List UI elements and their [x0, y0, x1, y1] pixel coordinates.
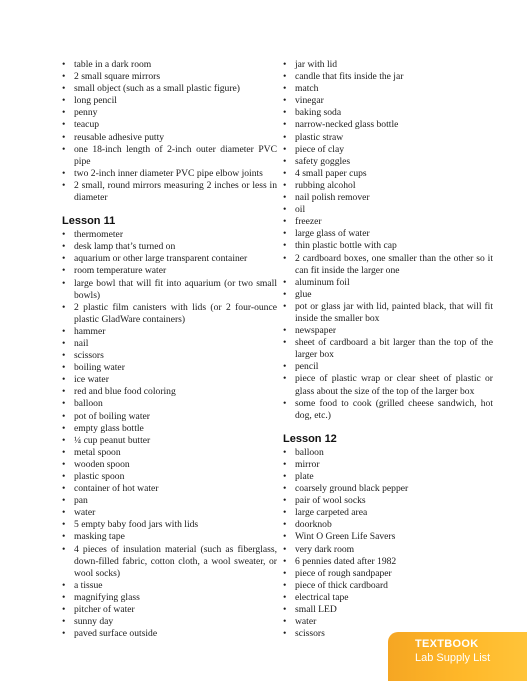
list-item: • piece of plastic wrap or clear sheet of plastic or glass about the size of the top of the larger box	[283, 373, 493, 397]
lesson-11-supply-list	[62, 229, 277, 640]
list-item: • piece of rough sandpaper	[283, 568, 493, 580]
list-item: • pot or glass jar with lid, painted black, that will fit inside the smaller box	[283, 301, 493, 325]
list-item: • freezer	[283, 216, 493, 228]
textbook-lab-supply-list-badge	[388, 632, 527, 681]
list-item: • pot of boiling water	[62, 411, 277, 423]
list-item: • penny	[62, 107, 277, 119]
list-item: • sunny day	[62, 616, 277, 628]
list-item: • empty glass bottle	[62, 423, 277, 435]
list-item: • water	[283, 616, 493, 628]
list-item: • plastic spoon	[62, 471, 277, 483]
list-item: • one 18-inch length of 2-inch outer diameter PVC pipe	[62, 144, 277, 168]
list-item: • 4 pieces of insulation material (such as fiberglass, down-filled fabric, cotton cloth, a wool sweater, or wool socks)	[62, 544, 277, 580]
list-item: • piece of clay	[283, 144, 493, 156]
lesson-11-heading: Lesson 11	[62, 215, 116, 228]
list-item: • newspaper	[283, 325, 493, 337]
list-item: • thermometer	[62, 229, 277, 241]
list-item: • electrical tape	[283, 592, 493, 604]
list-item: • doorknob	[283, 519, 493, 531]
list-item: • 6 pennies dated after 1982	[283, 556, 493, 568]
list-item: • scissors	[283, 628, 493, 640]
list-item: • 2 cardboard boxes, one smaller than the other so it can fit inside the larger one	[283, 253, 493, 277]
list-item: • reusable adhesive putty	[62, 132, 277, 144]
supply-list	[283, 59, 493, 422]
list-item: • pencil	[283, 361, 493, 373]
list-item: • paved surface outside	[62, 628, 277, 640]
list-item: • 2 plastic film canisters with lids (or 2 four-ounce plastic GladWare containers)	[62, 302, 277, 326]
list-item: • water	[62, 507, 277, 519]
list-item: • pitcher of water	[62, 604, 277, 616]
list-item: • balloon	[62, 398, 277, 410]
list-item: • teacup	[62, 119, 277, 131]
list-item: • large carpeted area	[283, 507, 493, 519]
list-item: • Wint O Green Life Savers	[283, 531, 493, 543]
supply-list	[62, 59, 277, 204]
list-item: • desk lamp that’s turned on	[62, 241, 277, 253]
list-item: • 4 small paper cups	[283, 168, 493, 180]
list-item: • pan	[62, 495, 277, 507]
list-item: • 5 empty baby food jars with lids	[62, 519, 277, 531]
lesson-12-heading: Lesson 12	[283, 432, 337, 445]
list-item: • large bowl that will fit into aquarium (or two small bowls)	[62, 278, 277, 302]
list-item: • candle that fits inside the jar	[283, 71, 493, 83]
list-item: • piece of thick cardboard	[283, 580, 493, 592]
list-item: • match	[283, 83, 493, 95]
right-column	[283, 59, 493, 640]
list-item: • plate	[283, 471, 493, 483]
list-item: • safety goggles	[283, 156, 493, 168]
list-item: • wooden spoon	[62, 459, 277, 471]
list-item: • small object (such as a small plastic figure)	[62, 83, 277, 95]
list-item: • coarsely ground black pepper	[283, 483, 493, 495]
lesson-12-supply-list	[283, 447, 493, 641]
list-item: • vinegar	[283, 95, 493, 107]
list-item: • jar with lid	[283, 59, 493, 71]
list-item: • two 2-inch inner diameter PVC pipe elbow joints	[62, 168, 277, 180]
list-item: • magnifying glass	[62, 592, 277, 604]
list-item: • container of hot water	[62, 483, 277, 495]
list-item: • masking tape	[62, 531, 277, 543]
list-item: • a tissue	[62, 580, 277, 592]
list-item: • glue	[283, 289, 493, 301]
list-item: • some food to cook (grilled cheese sandwich, hot dog, etc.)	[283, 398, 493, 422]
list-item: • ¼ cup peanut butter	[62, 435, 277, 447]
list-item: • sheet of cardboard a bit larger than the top of the larger box	[283, 337, 493, 361]
list-item: • nail	[62, 338, 277, 350]
list-item: • mirror	[283, 459, 493, 471]
list-item: • room temperature water	[62, 265, 277, 277]
list-item: • narrow-necked glass bottle	[283, 119, 493, 131]
list-item: • metal spoon	[62, 447, 277, 459]
list-item: • scissors	[62, 350, 277, 362]
list-item: • rubbing alcohol	[283, 180, 493, 192]
badge-title: TEXTBOOK	[415, 638, 479, 650]
list-item: • oil	[283, 204, 493, 216]
list-item: • 2 small, round mirrors measuring 2 inches or less in diameter	[62, 180, 277, 204]
list-item: • boiling water	[62, 362, 277, 374]
list-item: • long pencil	[62, 95, 277, 107]
list-item: • aluminum foil	[283, 277, 493, 289]
list-item: • thin plastic bottle with cap	[283, 240, 493, 252]
list-item: • 2 small square mirrors	[62, 71, 277, 83]
list-item: • small LED	[283, 604, 493, 616]
list-item: • nail polish remover	[283, 192, 493, 204]
list-item: • large glass of water	[283, 228, 493, 240]
list-item: • plastic straw	[283, 132, 493, 144]
list-item: • ice water	[62, 374, 277, 386]
list-item: • table in a dark room	[62, 59, 277, 71]
list-item: • hammer	[62, 326, 277, 338]
list-item: • very dark room	[283, 544, 493, 556]
badge-subtitle: Lab Supply List	[415, 652, 491, 664]
list-item: • balloon	[283, 447, 493, 459]
list-item: • red and blue food coloring	[62, 386, 277, 398]
list-item: • pair of wool socks	[283, 495, 493, 507]
left-column	[62, 59, 277, 640]
list-item: • aquarium or other large transparent container	[62, 253, 277, 265]
list-item: • baking soda	[283, 107, 493, 119]
